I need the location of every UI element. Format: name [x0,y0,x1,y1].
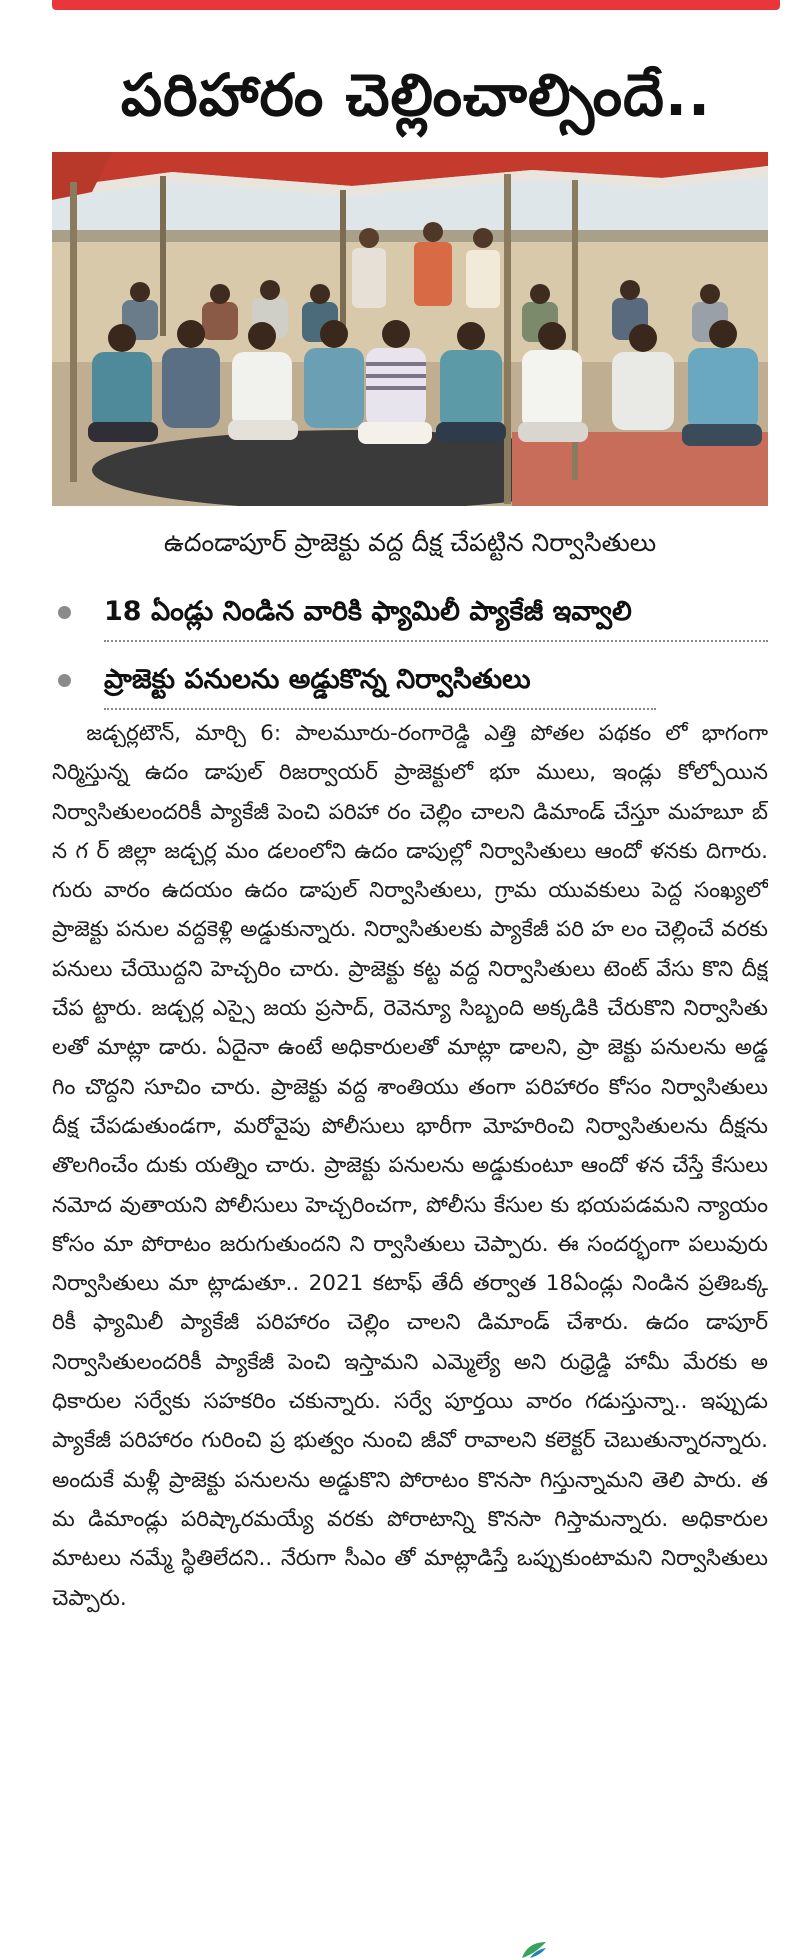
article-headline: పరిహారం చెల్లించాల్సిందే.. [120,61,712,129]
photo-caption: ఉదండాపూర్ ప్రాజెక్టు వద్ద దీక్ష చేపట్టిన నిర్వాసితులు [163,528,657,557]
protest-tent-photo [52,152,768,506]
leaf-logo-icon [520,1940,548,1958]
dotted-divider [104,708,656,710]
accent-rule [52,0,780,10]
highlight-item [52,646,768,714]
bullet-icon [58,606,71,619]
highlight-text: ప్రాజెక్టు పనులను అడ్డుకొన్న నిర్వాసితులు [104,664,531,695]
highlight-text: 18 ఏండ్లు నిండిన వారికి ఫ్యామిలీ ప్యాకేజీ ఇవ్వాలి [104,596,632,627]
article-body: జడ్చర్లటౌన్, మార్చి 6: పాలమూరు-రంగారెడ్డి ఎత్తి పోతల పథకం లో భాగంగా నిర్మిస్తున్న ఉదం డాపుల్ రిజర్వాయర్ ప్రాజెక్టులో భూ ములు, ఇండ్లు కోల్పోయిన నిర్వాసితులందరికీ ప్యాకేజీ పెంచి పరిహా రం చెల్లిం చాలని డిమాండ్ చేస్తూ మహబూ బ్ న గ ర్ జిల్లా జడ్చర్ల మం డలంలోని ఉదం డాపుల్లో నిర్వాసితులు ఆందో ళనకు దిగారు. గురు వారం ఉదయం ఉదం డాపుల్ నిర్వాసితులు, గ్రామ యువకులు పెద్ద సంఖ్యలో ప్రాజెక్టు పనుల వద్దకెళ్లి అడ్డుకున్నారు. నిర్వాసితులకు ప్యాకేజీ పరి హ లం చెల్లించే వరకు పనులు చేయొద్దని హెచ్చరిం చారు. ప్రాజెక్టు కట్ట వద్ద నిర్వాసితులు టెంట్ వేసు కొని దీక్ష చేప ట్టారు. జడ్చర్ల ఎస్సై జయ ప్రసాద్, రెవెన్యూ సిబ్బంది అక్కడికి చేరుకొని నిర్వాసితు లతో మాట్లా డారు. ఏదైనా ఉంటే అధికారులతో మాట్లా డాలని, ప్రా జెక్టు పనులను అడ్డగిం చొద్దని సూచిం చారు. ప్రాజెక్టు వద్ద శాంతియు తంగా పరిహారం కోసం నిర్వాసితులు దీక్ష చేపడుతుండగా, మరోవైపు పోలీసులు భారీగా మోహరించి నిర్వాసితులను దీక్షను తొలగించేం దుకు యత్నిం చారు. ప్రాజెక్టు పనులను అడ్డుకుంటూ ఆందో ళన చేస్తే కేసులు నమోద వుతాయని పోలీసులు హెచ్చరించగా, పోలీసు కేసుల కు భయపడమని న్యాయం కోసం మా పోరాటం జరుగుతుందని ని ర్వాసితులు చెప్పారు. ఈ సందర్భంగా పలువురు నిర్వాసితులు మా ట్లాడుతూ.. 2021 కటాఫ్ తేదీ తర్వాత 18ఏండ్లు నిండిన ప్రతిఒక్క రికీ ఫ్యామిలీ ప్యాకేజీ పరిహారం చెల్లిం చాలని డిమాండ్ చేశారు. ఉదం డాపూర్ నిర్వాసితులందరికీ ప్యాకేజీ పెంచి ఇస్తామని ఎమ్మెల్యే అని రుధ్రెడ్డి హామీ మేరకు అధికారుల సర్వేకు సహకరిం చకున్నారు. సర్వే పూర్తయి వారం గడుస్తున్నా.. ఇప్పుడు ప్యాకేజీ పరిహారం గురించి ప్ర భుత్వం నుంచి జీవో రావాలని కలెక్టర్ చెబుతున్నారన్నారు. అందుకే మళ్లీ ప్రాజెక్టు పనులను అడ్డుకొని పోరాటం కొనసా గిస్తున్నామని తెలి పారు. తమ డిమాండ్లు పరిష్కారమయ్యే వరకు పోరాటాన్ని కొనసా గిస్తామన్నారు. అధికారుల మాటలు నమ్మే స్థితిలేదని.. నేరుగా సీఎం తో మాట్లాడిస్తే ఒప్పుకుంటామని నిర్వాసితులు చెప్పారు. [52,721,768,1611]
bullet-icon [58,674,71,687]
article-highlights [52,578,768,714]
dotted-divider [104,640,768,642]
highlight-item [52,578,768,646]
